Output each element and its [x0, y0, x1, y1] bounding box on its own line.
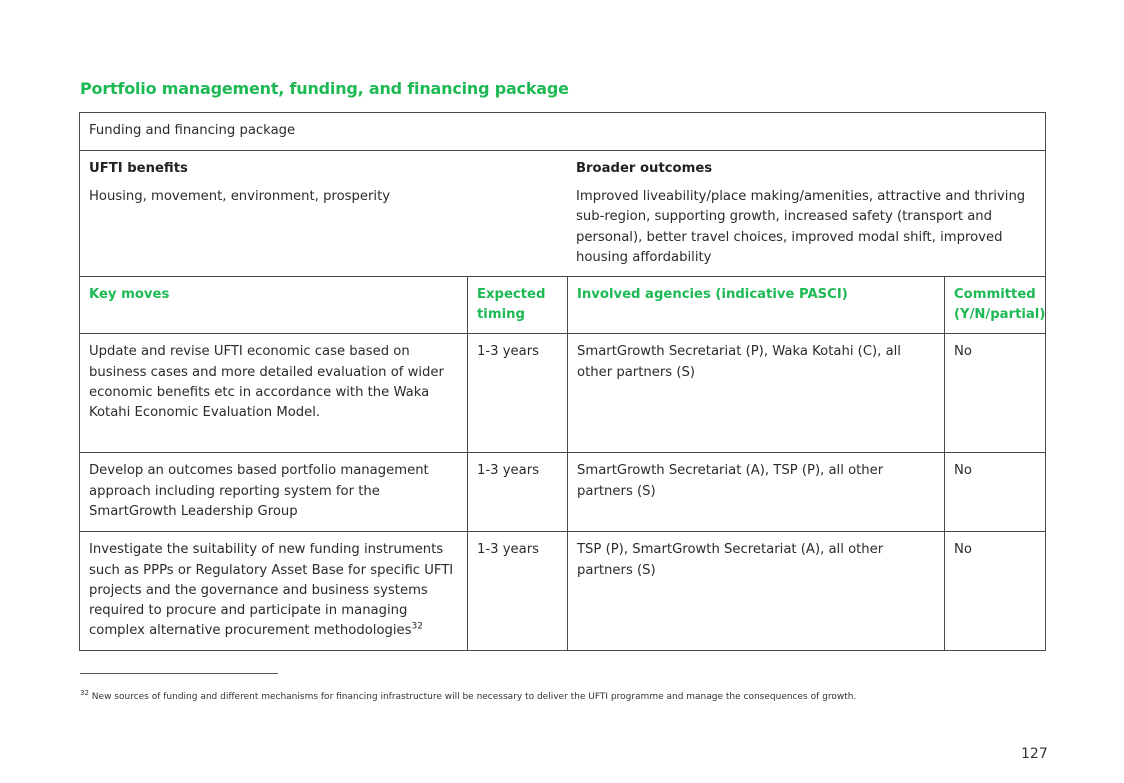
package-title: Funding and financing package [89, 123, 296, 138]
committed-cell: No [945, 532, 1046, 651]
table-row [80, 334, 1046, 453]
committed-cell: No [945, 453, 1046, 532]
footnote-number: 32 [80, 689, 89, 697]
section-heading: Portfolio management, funding, and financing package [80, 79, 569, 98]
timing-cell: 1-3 years [468, 334, 568, 453]
key-move-cell [80, 532, 468, 651]
broader-outcomes [576, 159, 1037, 268]
package-title-cell [80, 113, 1046, 151]
col-header-key-moves: Key moves [80, 277, 468, 334]
benefits-cell [80, 151, 1046, 277]
ufti-benefits-text: Housing, movement, environment, prosperity [89, 189, 391, 205]
agencies-cell: SmartGrowth Secretariat (A), TSP (P), all other partners (S) [568, 453, 945, 532]
column-header-row [80, 277, 1046, 334]
page-number: 127 [1021, 746, 1048, 762]
col-header-committed: Committed (Y/N/partial) [945, 277, 1046, 334]
footnote-text: New sources of funding and different mechanisms for financing infrastructure will be necessary to deliver the UFTI programme and manage the consequences of growth. [91, 692, 857, 702]
footnote-ref[interactable]: 32 [411, 621, 423, 632]
broader-outcomes-label: Broader outcomes [576, 161, 713, 176]
timing-cell: 1-3 years [468, 532, 568, 651]
key-move-cell: Update and revise UFTI economic case based on business cases and more detailed evaluation of wider economic benefits etc in accordance with the Waka Kotahi Economic Evaluation Model. [80, 334, 468, 453]
table-row [80, 532, 1046, 651]
agencies-cell: TSP (P), SmartGrowth Secretariat (A), all other partners (S) [568, 532, 945, 651]
col-header-agencies: Involved agencies (indicative PASCI) [568, 277, 945, 334]
key-move-cell: Develop an outcomes based portfolio management approach including reporting system for the SmartGrowth Leadership Group [80, 453, 468, 532]
agencies-cell: SmartGrowth Secretariat (P), Waka Kotahi (C), all other partners (S) [568, 334, 945, 453]
key-move-text: Investigate the suitability of new funding instruments such as PPPs or Regulatory Asset Base for specific UFTI projects and the governance and business systems required to procure and participate in managing complex alternative procurement methodologies [89, 542, 454, 639]
ufti-benefits-label: UFTI benefits [89, 161, 188, 176]
timing-cell: 1-3 years [468, 453, 568, 532]
footnote [80, 689, 857, 702]
ufti-benefits [89, 159, 576, 268]
footnote-divider [80, 673, 278, 674]
package-table [79, 112, 1046, 651]
table-row [80, 453, 1046, 532]
broader-outcomes-text: Improved liveability/place making/amenities, attractive and thriving sub-region, supporting growth, increased safety (transport and personal), better travel choices, improved modal shift, improved housing affordability [576, 189, 1026, 265]
committed-cell: No [945, 334, 1046, 453]
col-header-timing: Expected timing [468, 277, 568, 334]
